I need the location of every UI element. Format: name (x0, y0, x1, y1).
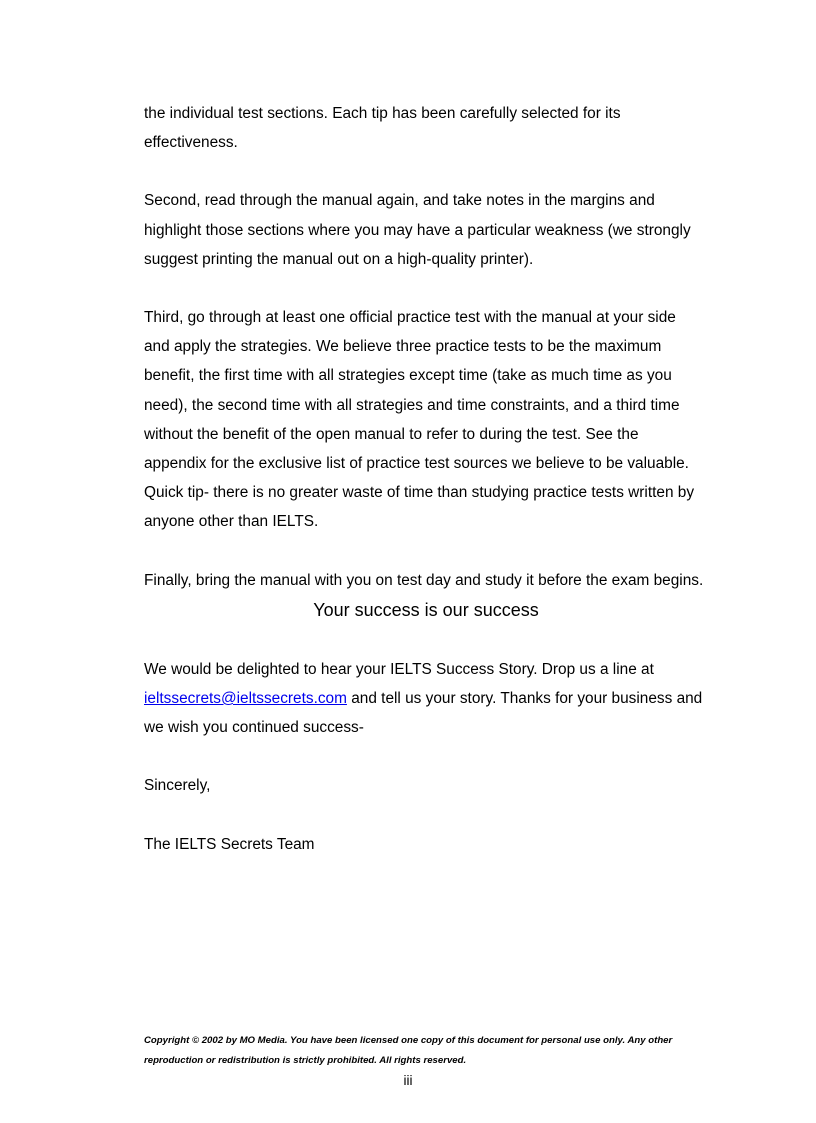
copyright-footer (144, 1031, 734, 1070)
paragraph-success-story (144, 655, 704, 743)
signature-team: The IELTS Secrets Team (144, 835, 315, 853)
paragraph-individual-tips: the individual test sections. Each tip has been carefully selected for its effectiveness. (144, 105, 621, 152)
closing-sincerely: Sincerely, (144, 777, 211, 795)
success-heading: Your success is our success (313, 599, 539, 620)
email-link[interactable]: ieltssecrets@ieltssecrets.com (144, 690, 347, 708)
document-body (144, 99, 704, 859)
success-story-text-start: We would be delighted to hear your IELTS Success Story. Drop us a line at (144, 660, 654, 678)
paragraph-third-step: Third, go through at least one official practice test with the manual at your side and apply the strategies. We believe three practice tests to be the maximum benefit, the first time with all strategies except time (take as much time as you need), the second time with all strategies and time constraints, and a third time without the benefit of the open manual to refer to during the test. See the appendix for the exclusive list of practice test sources we believe to be valuable. Quick tip- there is no greater waste of time than studying practice tests written by anyone other than IELTS. (144, 309, 695, 531)
paragraph-final-step: Finally, bring the manual with you on test day and study it before the exam begins. (144, 571, 704, 589)
page-number: iii (403, 1073, 413, 1088)
success-story-text-end: and tell us your story. Thanks for your business and we wish you continued success- (144, 690, 703, 737)
paragraph-second-step: Second, read through the manual again, and take notes in the margins and highlight those sections where you may have a particular weakness (we strongly suggest printing the manual out on a high-quality printer). (144, 192, 691, 268)
copyright-notice: Copyright © 2002 by MO Media. You have been licensed one copy of this document for personal use only. Any other reproduction or redistribution is strictly prohibited. All rights reserved. (144, 1035, 673, 1066)
